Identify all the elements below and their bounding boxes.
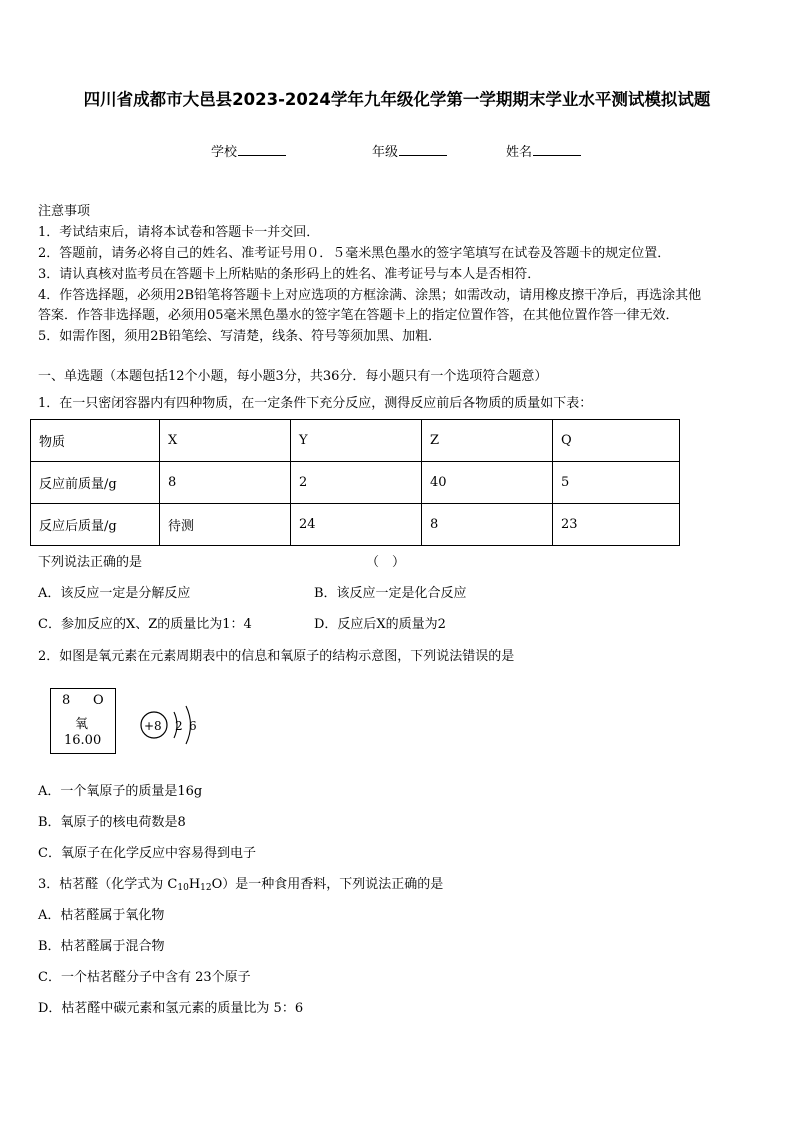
school-label: 学校 (211, 145, 238, 160)
nucleus-charge: +8 (144, 719, 162, 733)
atomic-number: 8 (62, 693, 71, 708)
option-b: B．氧原子的核电荷数是8 (38, 815, 186, 830)
table-cell: 8 (422, 504, 553, 546)
name-field (506, 141, 581, 160)
notice-item: 2．答题前，请务必将自己的姓名、准考证号用０．５毫米黑色墨水的签字笔填写在试卷及答题卡的规定位置． (38, 246, 671, 261)
section-heading: 一、单选题（本题包括12个小题，每小题3分，共36分．每小题只有一个选项符合题意） (38, 369, 548, 384)
table-cell: 40 (422, 462, 553, 504)
table-row (31, 462, 680, 504)
school-blank (238, 141, 286, 156)
table-cell: 反应前质量/g (31, 462, 160, 504)
notice-item: 答案．作答非选择题，必须用05毫米黑色墨水的签字笔在答题卡上的指定位置作答，在其他位置作答一律无效． (38, 308, 679, 323)
atom-structure-diagram (138, 694, 218, 754)
option-d: D．反应后X的质量为2 (314, 617, 446, 632)
grade-label: 年级 (372, 145, 399, 160)
page-title: 四川省成都市大邑县2023-2024学年九年级化学第一学期期末学业水平测试模拟试题 (83, 90, 711, 109)
option-a: A．一个氧原子的质量是16g (38, 784, 203, 799)
shell-2-electrons: 6 (189, 719, 197, 733)
option-c: C．氧原子在化学反应中容易得到电子 (38, 846, 256, 861)
notice-item: 5．如需作图，须用2B铅笔绘、写清楚，线条、符号等须加黑、加粗． (38, 329, 442, 344)
answer-paren: （ ） (366, 555, 406, 570)
option-a: A．该反应一定是分解反应 (38, 586, 191, 601)
element-symbol: O (93, 693, 104, 708)
question-1-stem: 1．在一只密闭容器内有四种物质，在一定条件下充分反应，测得反应前后各物质的质量如下表： (38, 396, 593, 411)
notice-item: 1．考试结束后，请将本试卷和答题卡一并交回． (38, 225, 320, 240)
periodic-table-cell (50, 688, 116, 754)
table-cell: Z (422, 420, 553, 462)
question-3-stem (38, 876, 443, 897)
student-info-row (0, 141, 794, 161)
table-cell: 待测 (160, 504, 291, 546)
option-c: C．一个枯茗醛分子中含有 23个原子 (38, 970, 251, 985)
stem-text: 3．枯茗醛（化学式为 C (38, 877, 178, 892)
name-label: 姓名 (506, 145, 533, 160)
grade-field (372, 141, 447, 160)
table-cell: 5 (553, 462, 680, 504)
stem-text: O）是一种食用香料，下列说法正确的是 (211, 877, 444, 892)
table-header-row (31, 420, 680, 462)
question-2-stem: 2．如图是氧元素在元素周期表中的信息和氧原子的结构示意图，下列说法错误的是 (38, 649, 515, 664)
table-cell: 2 (291, 462, 422, 504)
notice-item: 4．作答选择题，必须用2B铅笔将答题卡上对应选项的方框涂满、涂黑；如需改动，请用橡皮擦干净后，再选涂其他 (38, 288, 702, 303)
option-b: B．该反应一定是化合反应 (314, 586, 467, 601)
element-name: 氧 (75, 717, 89, 732)
table-cell: Q (553, 420, 680, 462)
option-c: C．参加反应的X、Z的质量比为1：4 (38, 617, 252, 632)
atom-diagram-svg (138, 694, 218, 754)
table-cell: 物质 (31, 420, 160, 462)
table-cell: 23 (553, 504, 680, 546)
option-d: D．枯茗醛中碳元素和氢元素的质量比为 5：6 (38, 1001, 304, 1016)
shell-1-electrons: 2 (175, 719, 183, 733)
table-cell: 8 (160, 462, 291, 504)
table-cell: Y (291, 420, 422, 462)
notice-item: 3．请认真核对监考员在答题卡上所粘贴的条形码上的姓名、准考证号与本人是否相符． (38, 267, 541, 282)
option-a: A．枯茗醛属于氧化物 (38, 908, 165, 923)
table-row (31, 504, 680, 546)
name-blank (533, 141, 581, 156)
hydrogen-subscript: 12 (200, 883, 212, 893)
carbon-subscript: 10 (177, 883, 189, 893)
table-cell: X (160, 420, 291, 462)
hydrogen-symbol: H (188, 877, 201, 892)
school-field (211, 141, 286, 160)
atomic-mass: 16.00 (64, 733, 102, 748)
mass-table (30, 419, 680, 546)
grade-blank (399, 141, 447, 156)
question-1-prompt: 下列说法正确的是 (38, 555, 143, 570)
notice-heading: 注意事项 (38, 204, 91, 219)
table-cell: 反应后质量/g (31, 504, 160, 546)
table-cell: 24 (291, 504, 422, 546)
option-b: B．枯茗醛属于混合物 (38, 939, 165, 954)
